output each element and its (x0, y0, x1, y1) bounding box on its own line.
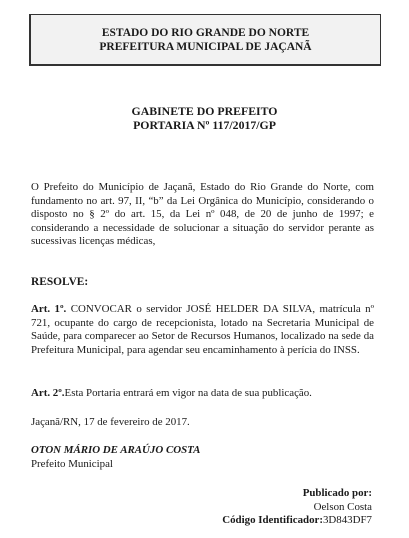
state-name: ESTADO DO RIO GRANDE DO NORTE (101, 26, 310, 39)
document-title (0, 104, 409, 132)
municipality-name: PREFEITURA MUNICIPAL DE JAÇANÃ (99, 40, 312, 53)
identifier-label: Código Identificador: (222, 514, 323, 527)
article-2-label: Art. 2º. (31, 387, 65, 399)
article-1 (31, 303, 374, 357)
article-1-text: CONVOCAR o servidor JOSÉ HELDER DA SILVA, matrícula nº 721, ocupante do cargo de recepcionista, lotado na Secretaria Municipal de Saúde, para comparecer ao Setor de Recursos Humanos, localizado na sede da Prefeitura Municipal, para agendar seu encaminhamento à perícia do INSS. (31, 303, 374, 356)
publication-info (222, 487, 372, 528)
published-by-label: Publicado por: (302, 487, 372, 499)
date-line: Jaçanã/RN, 17 de fevereiro de 2017. (31, 416, 190, 428)
identifier-code: 3D843DF7 (322, 514, 372, 527)
office-title: GABINETE DO PREFEITO (131, 104, 278, 118)
article-2 (31, 387, 374, 401)
ordinance-number: PORTARIA Nº 117/2017/GP (133, 118, 276, 132)
document-header (29, 14, 381, 66)
article-2-text: Esta Portaria entrará em vigor na data de sua publicação. (64, 387, 312, 399)
resolve-heading: RESOLVE: (31, 276, 89, 288)
intro-paragraph: O Prefeito do Município de Jaçanã, Estado do Rio Grande do Norte, com fundamento no art. 97, II, “b” da Lei Orgânica do Município, considerando o disposto no § 2º do art. 15, da Lei nº 048, de 20 de junho de 1997; e considerando a necessidade de solucionar a situação do servidor perante as sucessivas licenças médicas, (31, 181, 374, 248)
article-1-label: Art. 1º. (31, 303, 67, 315)
signatory-role: Prefeito Municipal (31, 458, 113, 470)
publisher-name: Oelson Costa (313, 500, 372, 513)
signatory-name: OTON MÁRIO DE ARAÚJO COSTA (31, 444, 201, 456)
identifier-line (222, 514, 372, 528)
